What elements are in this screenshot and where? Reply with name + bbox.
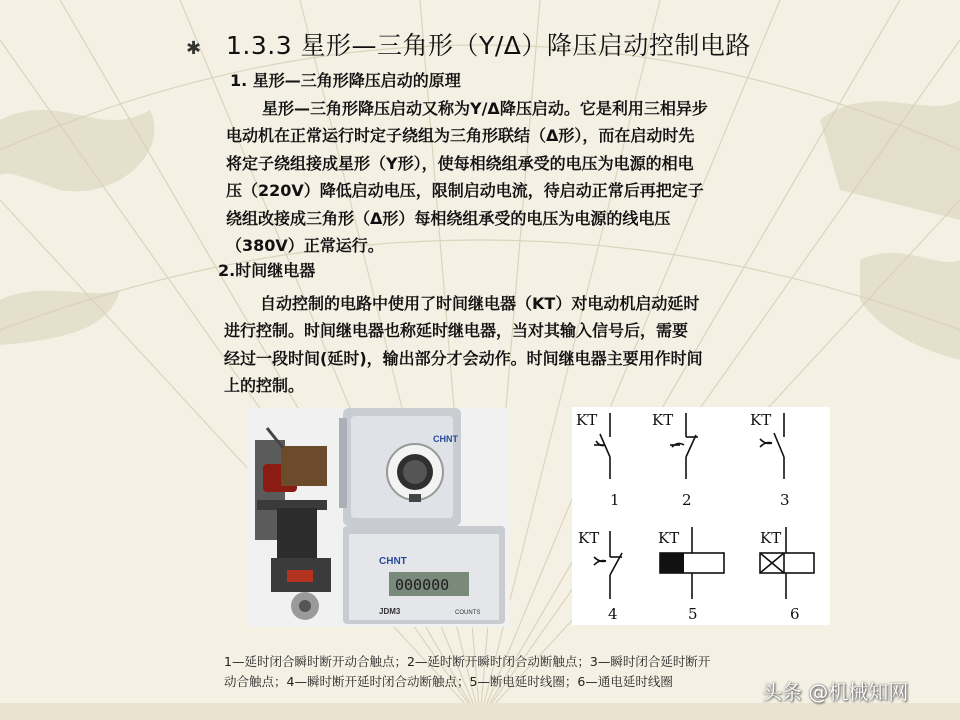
caption-line: 1—延时闭合瞬时断开动合触点；2—延时断开瞬时闭合动断触点；3—瞬时闭合延时断开	[224, 654, 711, 669]
text-line: 经过一段时间(延时)，输出部分才会动作。时间继电器主要用作时间	[224, 348, 703, 368]
slide-title: 1.3.3 星形—三角形（Y/Δ）降压启动控制电路	[226, 31, 751, 60]
symbol-2-contact	[670, 413, 698, 479]
symbol-number: 4	[608, 605, 618, 623]
watermark-text: 头条 @机械知网	[762, 680, 909, 704]
section2-heading: 2.时间继电器	[218, 261, 316, 280]
text-line: 绕组改接成三角形（Δ形）每相绕组承受的电压为电源的线电压	[226, 208, 671, 228]
section2-paragraph	[224, 290, 703, 400]
brand-label: CHNT	[379, 556, 407, 567]
bullet-icon: ✱	[186, 38, 202, 59]
symbol-number: 3	[780, 491, 790, 509]
symbol-label: KT	[750, 411, 772, 429]
caption-line: 动合触点；4—瞬时断开延时闭合动断触点；5—断电延时线圈；6—通电延时线圈	[224, 674, 673, 689]
symbol-number: 6	[790, 605, 800, 623]
symbol-number: 1	[610, 491, 620, 509]
symbol-label: KT	[578, 529, 600, 547]
counts-label: COUNTS	[455, 610, 481, 616]
text-line: 星形—三角形降压启动又称为Y/Δ降压启动。它是利用三相异步	[262, 99, 708, 118]
text-line: 自动控制的电路中使用了时间继电器（KT）对电动机启动延时	[260, 294, 700, 313]
text-line: （380V）正常运行。	[226, 236, 384, 256]
counter-display: 000000	[395, 576, 450, 594]
symbol-label: KT	[658, 529, 680, 547]
symbol-number: 2	[682, 491, 692, 509]
section1-paragraph	[226, 95, 708, 259]
counter-relay-image	[343, 526, 505, 624]
text-line: 压（220V）降低启动电压，限制启动电流，待启动正常后再把定子	[226, 181, 704, 201]
symbol-label: KT	[760, 529, 782, 547]
text-line: 将定子绕组接成星形（Y形），使每相绕组承受的电压为电源的相电	[226, 153, 694, 173]
text-line: 上的控制。	[224, 376, 305, 396]
symbol-number: 5	[688, 605, 698, 623]
text-line: 电动机在正常运行时定子绕组为三角形联结（Δ形），而在启动时先	[226, 126, 695, 146]
figure-caption	[224, 652, 710, 692]
time-relay-symbols-diagram	[572, 407, 830, 625]
text-line: 进行控制。时间继电器也称延时继电器，当对其输入信号后，需要	[224, 321, 689, 341]
brand-label: CHNT	[433, 434, 458, 444]
symbol-label: KT	[576, 411, 598, 429]
model-label: JDM3	[379, 607, 401, 616]
bottom-band	[0, 703, 960, 720]
time-relay-photo	[247, 408, 510, 627]
symbol-label: KT	[652, 411, 674, 429]
section1-heading: 1. 星形—三角形降压启动的原理	[230, 71, 461, 90]
dial-relay-image	[339, 408, 461, 526]
